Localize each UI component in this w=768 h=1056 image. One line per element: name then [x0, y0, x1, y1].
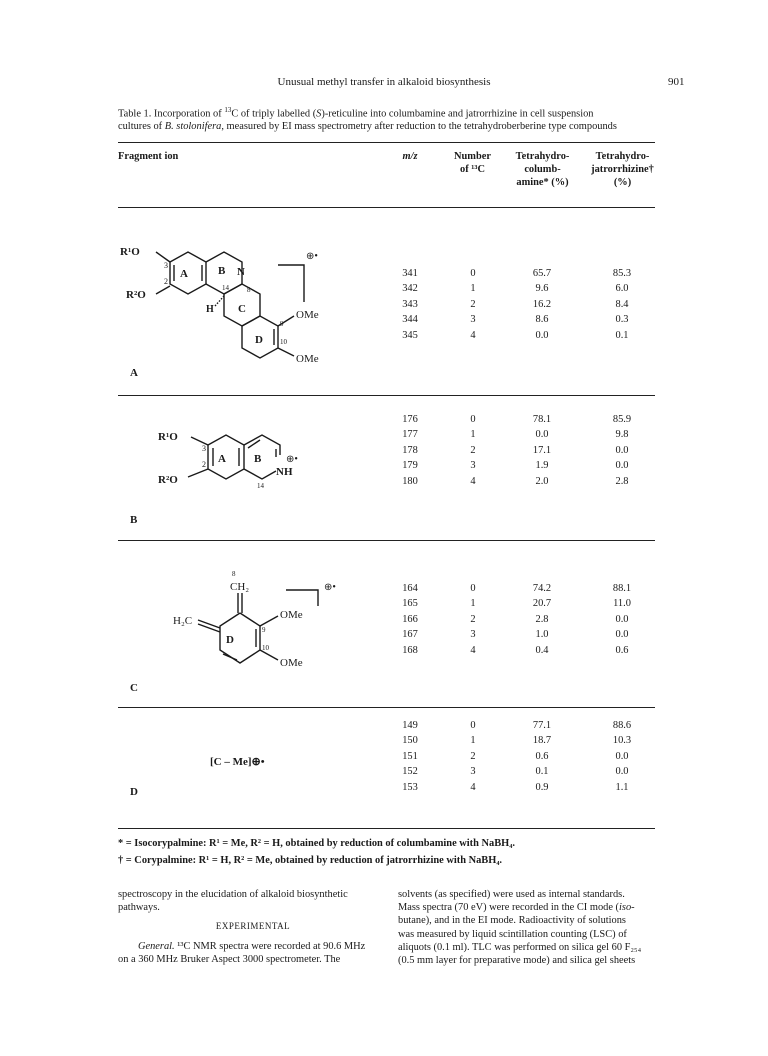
- svg-text:D: D: [255, 334, 263, 346]
- table-cell-mz: 166: [402, 613, 418, 625]
- table-cell-mz: 180: [402, 475, 418, 487]
- col-columbamine-header: Tetrahydro- columb- amine* (%): [515, 151, 570, 188]
- svg-text:R¹O: R¹O: [158, 431, 178, 443]
- svg-text:B: B: [218, 265, 226, 277]
- table-cell-n: 2: [470, 444, 476, 456]
- svg-text:14: 14: [257, 482, 264, 490]
- table-cell-jat: 11.0: [613, 598, 631, 610]
- table-cell-jat: 0.1: [615, 329, 629, 341]
- experimental-heading: EXPERIMENTAL: [215, 921, 291, 932]
- svg-text:14: 14: [222, 284, 229, 292]
- table-cell-n: 2: [470, 298, 476, 310]
- svg-text:⊕•: ⊕•: [324, 582, 336, 593]
- col-fragment-header: Fragment ion: [118, 151, 179, 162]
- table-cell-col: 0.9: [535, 781, 549, 793]
- table-cell-col: 78.1: [532, 414, 552, 425]
- table-cell-n: 1: [470, 429, 476, 441]
- svg-text:⊕•: ⊕•: [306, 251, 318, 262]
- footnote-isocorypalmine: * = Isocorypalmine: R¹ = Me, R² = H, obtained by reduction of columbamine with NaBH₄.: [118, 838, 515, 849]
- svg-text:CH₂: CH₂: [230, 581, 250, 593]
- table-cell-jat: 0.0: [615, 766, 629, 778]
- table-cell-col: 1.9: [535, 460, 549, 472]
- table-cell-jat: 88.6: [612, 720, 632, 731]
- table-caption: Table 1. Incorporation of $^{13}$C of triply labelled (S)-reticuline into columbamine and jatrorrhizine in cell suspension cultures of B. stolonifera, measured by EI mass spectrometry after reduction to the tetrahydroberberine type compounds: [118, 106, 617, 133]
- col-jatrorrhizine-header: Tetrahydro- jatrorrhizine† (%): [591, 151, 654, 188]
- svg-text:H₂C: H₂C: [173, 615, 193, 627]
- table-cell-jat: 9.8: [615, 429, 629, 441]
- table-cell-n: 1: [470, 283, 476, 295]
- table-cell-n: 3: [470, 629, 476, 641]
- table-cell-col: 0.4: [535, 644, 549, 656]
- svg-text:R²O: R²O: [158, 474, 178, 486]
- table-cell-col: 8.6: [535, 314, 549, 326]
- table-cell-mz: 168: [402, 644, 418, 656]
- table-cell-col: 2.8: [535, 613, 549, 625]
- table-cell-mz: 178: [402, 444, 418, 456]
- svg-text:⊕•: ⊕•: [286, 454, 298, 465]
- table-cell-jat: 0.0: [615, 629, 629, 641]
- table-cell-n: 3: [470, 766, 476, 778]
- table-cell-mz: 179: [402, 460, 418, 472]
- structure-fragment-a: [118, 240, 358, 365]
- table-cell-jat: 2.8: [615, 475, 629, 487]
- table-cell-col: 0.1: [535, 766, 549, 778]
- table-cell-n: 4: [470, 329, 476, 341]
- svg-text:NH: NH: [276, 466, 293, 478]
- table-cell-mz: 343: [402, 298, 418, 310]
- fragment-label-d: D: [130, 786, 138, 798]
- table-cell-mz: 344: [402, 314, 418, 326]
- svg-text:8: 8: [247, 286, 251, 294]
- table-cell-mz: 150: [402, 735, 418, 747]
- table-cell-col: 16.2: [532, 298, 552, 310]
- fragment-label-c: C: [130, 682, 138, 694]
- table-cell-col: 74.2: [532, 583, 552, 594]
- body-right-column: solvents (as specified) were used as internal standards. Mass spectra (70 eV) were recorded in the CI mode (iso- butane), and in the EI mode. Radioactivity of solutions was measured by liquid scintillation counting (LSC) of aliquots (0.1 ml). TLC was performed on silica gel 60 F₂₅₄ (0.5 mm layer for preparative mode) and silica gel sheets: [398, 889, 642, 967]
- table-cell-jat: 1.1: [615, 781, 629, 793]
- table-cell-jat: 6.0: [615, 283, 629, 295]
- svg-text:9: 9: [280, 320, 284, 328]
- table-cell-col: 18.7: [532, 735, 552, 747]
- table-bottom-rule: [118, 828, 655, 829]
- svg-text:3: 3: [164, 261, 168, 270]
- table-cell-n: 4: [470, 475, 476, 487]
- table-cell-jat: 0.0: [615, 444, 629, 456]
- running-title: Unusual methyl transfer in alkaloid biosynthesis: [277, 76, 491, 88]
- svg-text:OMe: OMe: [280, 657, 303, 669]
- svg-text:R¹O: R¹O: [120, 246, 140, 258]
- table-cell-col: 1.0: [535, 629, 549, 641]
- group-rule-c: [118, 707, 655, 708]
- table-cell-mz: 342: [402, 283, 418, 295]
- svg-text:OMe: OMe: [296, 309, 319, 321]
- table-cell-jat: 0.0: [615, 613, 629, 625]
- table-cell-n: 2: [470, 750, 476, 762]
- table-cell-col: 77.1: [532, 720, 552, 731]
- table-cell-mz: 167: [402, 629, 418, 641]
- footnote-corypalmine: † = Corypalmine: R¹ = H, R² = Me, obtained by reduction of jatrorrhizine with NaBH₄.: [118, 855, 503, 866]
- table-cell-col: 2.0: [535, 475, 549, 487]
- svg-text:8: 8: [232, 570, 236, 578]
- svg-text:H: H: [206, 304, 214, 315]
- structure-fragment-b: [118, 425, 358, 500]
- table-cell-jat: 0.0: [615, 460, 629, 472]
- page-number: 901: [668, 76, 685, 88]
- table-cell-n: 0: [470, 720, 476, 731]
- table-cell-col: 9.6: [535, 283, 549, 295]
- table-cell-mz: 176: [402, 414, 418, 425]
- table-cell-mz: 151: [402, 750, 418, 762]
- svg-text:B: B: [254, 453, 262, 465]
- table-cell-mz: 165: [402, 598, 418, 610]
- table-cell-col: 17.1: [532, 444, 552, 456]
- svg-text:OMe: OMe: [296, 353, 319, 365]
- table-cell-col: 65.7: [532, 268, 552, 279]
- table-cell-mz: 341: [402, 268, 418, 279]
- table-cell-jat: 0.0: [615, 750, 629, 762]
- fragment-label-b: B: [130, 514, 138, 526]
- table-cell-n: 0: [470, 268, 476, 279]
- group-rule-b: [118, 540, 655, 541]
- table-cell-n: 3: [470, 460, 476, 472]
- table-cell-jat: 0.3: [615, 314, 629, 326]
- group-rule-a: [118, 395, 655, 396]
- table-cell-col: 0.6: [535, 750, 549, 762]
- table-cell-jat: 10.3: [612, 735, 632, 747]
- table-cell-col: 0.0: [535, 329, 549, 341]
- table-cell-col: 20.7: [532, 598, 552, 610]
- svg-text:OMe: OMe: [280, 609, 303, 621]
- svg-text:R²O: R²O: [126, 289, 146, 301]
- table-cell-n: 2: [470, 613, 476, 625]
- table-cell-n: 0: [470, 414, 476, 425]
- svg-text:9: 9: [262, 626, 266, 634]
- table-cell-n: 0: [470, 583, 476, 594]
- table-cell-jat: 8.4: [615, 298, 629, 310]
- table-cell-jat: 85.9: [612, 414, 632, 425]
- table-cell-n: 1: [470, 598, 476, 610]
- svg-text:10: 10: [262, 644, 269, 652]
- table-cell-mz: 345: [402, 329, 418, 341]
- table-cell-jat: 88.1: [612, 583, 632, 594]
- table-cell-mz: 177: [402, 429, 418, 441]
- header-rule: [118, 207, 655, 208]
- table-cell-n: 4: [470, 644, 476, 656]
- body-left-column: spectroscopy in the elucidation of alkaloid biosynthetic pathways. EXPERIMENTAL General. ¹³C NMR spectra were recorded at 90.6 MHz on a 360 MHz Bruker Aspect 3000 spectrometer. The: [118, 888, 388, 966]
- table-top-rule: [118, 142, 655, 143]
- table-cell-jat: 85.3: [612, 268, 632, 279]
- svg-text:C: C: [238, 303, 246, 315]
- table-cell-jat: 0.6: [615, 644, 629, 656]
- table-cell-mz: 153: [402, 781, 418, 793]
- col-mz-header: m/z: [402, 151, 418, 162]
- svg-text:10: 10: [280, 338, 287, 346]
- svg-text:2: 2: [202, 460, 206, 469]
- fragment-label-a: A: [130, 367, 138, 379]
- svg-text:N: N: [237, 266, 245, 278]
- table-cell-n: 1: [470, 735, 476, 747]
- table-cell-col: 0.0: [535, 429, 549, 441]
- svg-text:A: A: [218, 453, 226, 465]
- fragment-d-formula: [C – Me]⊕•: [210, 756, 265, 768]
- table-cell-n: 4: [470, 781, 476, 793]
- table-cell-mz: 149: [402, 720, 418, 731]
- col-number-header: Number of ¹³C: [454, 151, 491, 175]
- svg-text:3: 3: [202, 444, 206, 453]
- table-cell-mz: 164: [402, 583, 418, 594]
- svg-text:D: D: [226, 634, 234, 646]
- table-cell-n: 3: [470, 314, 476, 326]
- structure-fragment-c: [118, 568, 358, 673]
- table-cell-mz: 152: [402, 766, 418, 778]
- svg-text:A: A: [180, 268, 188, 280]
- svg-text:2: 2: [164, 277, 168, 286]
